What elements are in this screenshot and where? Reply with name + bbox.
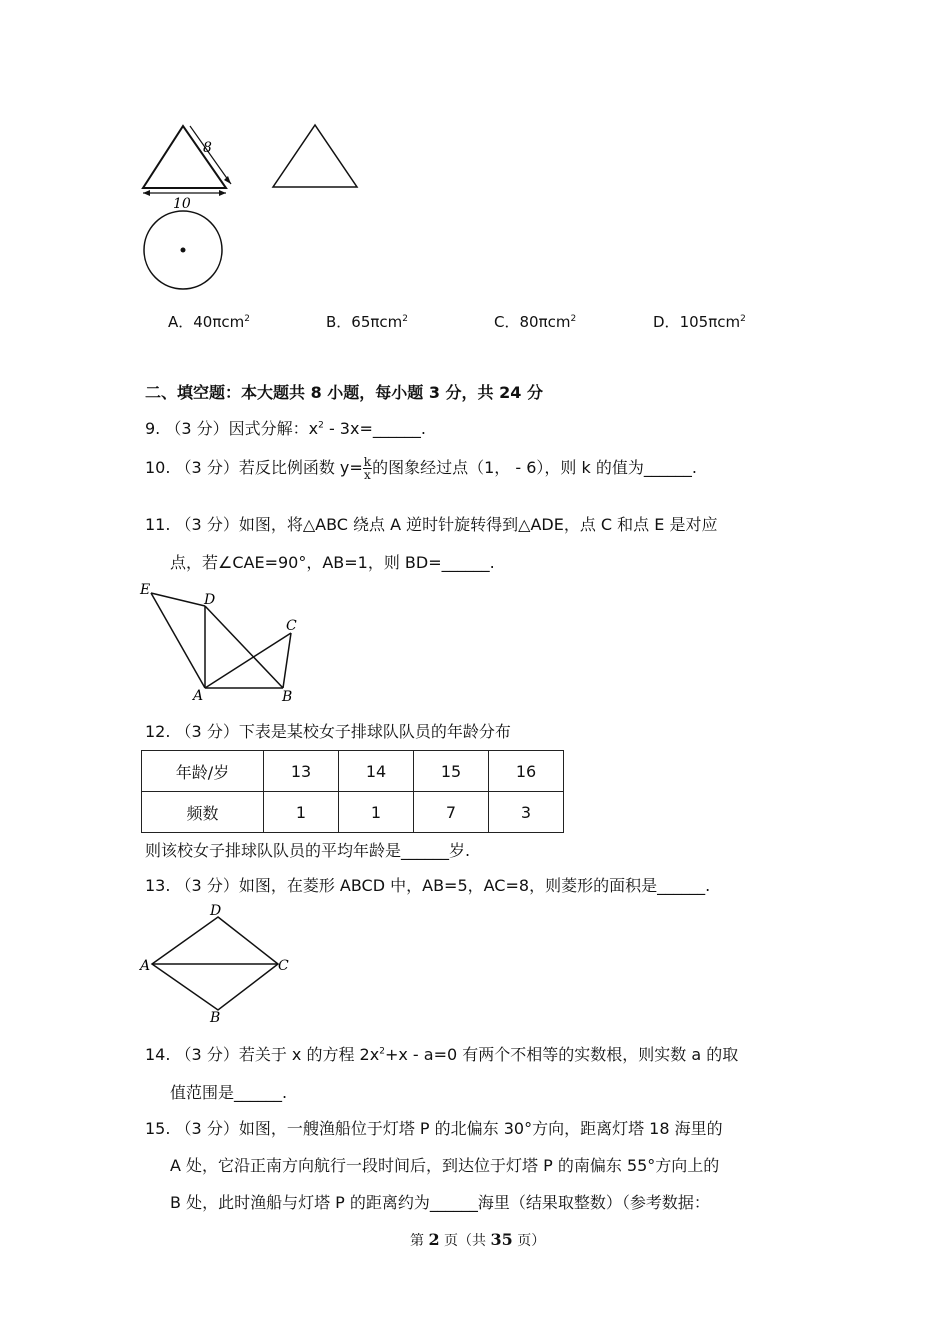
question-15-line3: B 处，此时渔船与灯塔 P 的距离约为______海里（结果取整数）（参考数据： — [170, 1193, 710, 1212]
cone-front-view-figure — [138, 120, 238, 215]
option-a: A．40πcm$^2$ — [168, 313, 250, 331]
table-cell: 13 — [264, 751, 339, 792]
table-cell: 1 — [339, 792, 414, 833]
question-14: 14. （3 分）若关于 x 的方程 $2x^2+x - a=0$ 有两个不相等的实数根，则实数 a 的取 — [145, 1045, 739, 1064]
rhombus-c-label: C — [278, 958, 289, 974]
point-a-label: A — [193, 688, 204, 704]
point-b-label: B — [282, 689, 293, 705]
rhombus-b-label: B — [210, 1010, 221, 1026]
page-number: 2 — [428, 1230, 440, 1249]
table-cell: 16 — [489, 751, 564, 792]
table-cell: 7 — [414, 792, 489, 833]
cone-side-view-figure — [270, 122, 362, 192]
page-footer: 第 2 页（共 35 页） — [410, 1230, 546, 1249]
question-15: 15. （3 分）如图，一艘渔船位于灯塔 P 的北偏东 30°方向，距离灯塔 18 海里的 — [145, 1119, 723, 1138]
question-9: 9. （3 分）因式分解：$x^2$ - 3x=______. — [145, 419, 426, 438]
table-cell: 14 — [339, 751, 414, 792]
table-row — [142, 751, 564, 792]
table-row — [142, 792, 564, 833]
rhombus-a-label: A — [140, 958, 151, 974]
question-11: 11. （3 分）如图，将△ABC 绕点 A 逆时针旋转得到△ADE，点 C 和点 E 是对应 — [145, 515, 718, 534]
question-11-line2: 点，若∠CAE=90°，AB=1，则 BD=______. — [170, 553, 495, 572]
page-total: 35 — [490, 1230, 513, 1249]
slant-length-label: 8 — [203, 140, 212, 156]
table-cell: 频数 — [142, 792, 264, 833]
cone-top-view-figure — [140, 208, 226, 294]
section-heading: 二、填空题：本大题共 8 小题，每小题 3 分，共 24 分 — [145, 383, 543, 402]
option-c: C．80πcm$^2$ — [494, 313, 577, 331]
table-cell: 3 — [489, 792, 564, 833]
base-length-label: 10 — [173, 196, 191, 212]
age-distribution-table — [141, 750, 564, 833]
table-cell: 1 — [264, 792, 339, 833]
point-e-label: E — [140, 582, 151, 598]
question-12-after: 则该校女子排球队队员的平均年龄是______岁. — [145, 841, 471, 860]
question-13: 13. （3 分）如图，在菱形 ABCD 中，AB=5，AC=8，则菱形的面积是______. — [145, 876, 711, 895]
rhombus-d-label: D — [210, 903, 222, 919]
point-c-label: C — [286, 618, 297, 634]
table-cell: 年龄/岁 — [142, 751, 264, 792]
point-d-label: D — [204, 592, 216, 608]
option-b: B．65πcm$^2$ — [326, 313, 409, 331]
table-cell: 15 — [414, 751, 489, 792]
rotation-triangle-figure — [138, 578, 308, 706]
fraction-k-over-x: $\frac{k}{x}$ — [363, 455, 372, 482]
question-10: 10. （3 分）若反比例函数 y= $\frac{k}{x}$ 的图象经过点（1， - 6），则 k 的值为______. — [145, 455, 697, 482]
question-15-line2: A 处，它沿正南方向航行一段时间后，到达位于灯塔 P 的南偏东 55°方向上的 — [170, 1156, 720, 1175]
question-14-line2: 值范围是______. — [170, 1083, 288, 1102]
option-d: D．105πcm$^2$ — [653, 313, 746, 331]
rhombus-figure — [138, 902, 298, 1024]
question-12: 12. （3 分）下表是某校女子排球队队员的年龄分布 — [145, 722, 511, 741]
